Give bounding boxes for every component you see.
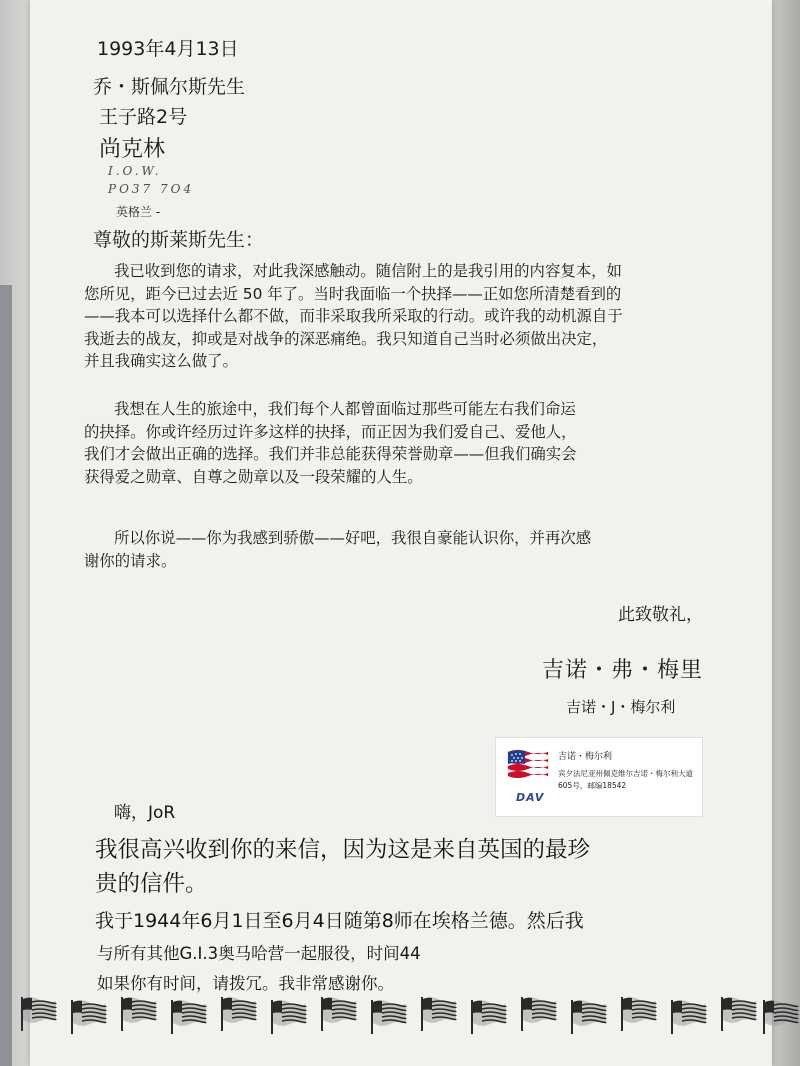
note-line-4: 与所有其他G.I.3奥马哈营一起服役，时间44 — [97, 944, 421, 963]
note-line-1: 我很高兴收到你的来信，因为这是来自英国的最珍 — [95, 837, 591, 863]
body-paragraph-3 — [84, 527, 734, 572]
note-greeting: 嗨，JoR — [114, 803, 176, 823]
paragraph-line: 并且我确实这么做了。 — [84, 352, 238, 370]
flag-stamp-icon — [368, 996, 408, 1036]
label-logo-text: DAV — [516, 791, 545, 804]
flag-stamp-icon — [68, 996, 108, 1036]
recipient-name: 乔・斯佩尔斯先生 — [93, 76, 246, 98]
paragraph-line: 获得爱之勋章、自尊之勋章以及一段荣耀的人生。 — [84, 467, 423, 486]
paragraph-line: 我已收到您的请求，对此我深感触动。随信附上的是我引用的内容复本，如 — [114, 262, 622, 280]
paragraph-line: ——我本可以选择什么都不做，而非采取我所采取的行动。或许我的动机源自于 — [84, 307, 623, 325]
flag-stamp-icon — [218, 993, 258, 1033]
recipient-handwritten-line-1: I.O.W. — [108, 164, 162, 178]
paragraph-line: 谢你的请求。 — [84, 551, 177, 570]
signature: 吉诺・弗・梅里 — [542, 658, 704, 683]
salutation: 尊敬的斯莱斯先生： — [93, 229, 265, 251]
body-paragraph-1 — [84, 260, 734, 373]
typed-name: 吉诺・J・梅尔利 — [566, 698, 676, 716]
flag-stamp-icon — [318, 993, 358, 1033]
flag-stamp-icon — [468, 996, 508, 1036]
desk-background-right — [772, 0, 800, 1066]
flag-stamp-icon — [168, 996, 208, 1036]
recipient-street: 王子路2号 — [99, 106, 188, 128]
flag-stamp-icon — [618, 993, 658, 1033]
note-line-5: 如果你有时间，请拨冗。我非常感谢你。 — [97, 974, 394, 993]
flag-stamp-icon — [718, 993, 758, 1033]
flag-stamp-icon — [268, 996, 308, 1036]
note-line-2: 贵的信件。 — [95, 871, 208, 897]
closing: 此致敬礼， — [618, 605, 703, 625]
recipient-handwritten-line-2: PO37 7O4 — [108, 182, 195, 196]
flag-stamp-icon — [518, 993, 558, 1033]
flag-stamp-icon — [18, 993, 58, 1033]
recipient-country: 英格兰 - — [116, 205, 161, 219]
label-sender-name: 吉诺・梅尔利 — [558, 752, 613, 762]
desk-edge-bar — [0, 285, 12, 1066]
letter-date: 1993年4月13日 — [97, 38, 239, 60]
flag-stamp-icon — [418, 993, 458, 1033]
flag-stamp-icon — [760, 996, 800, 1036]
paragraph-line: 所以你说——你为我感到骄傲——好吧，我很自豪能认识你，并再次感 — [114, 529, 592, 547]
address-label — [495, 737, 703, 817]
paragraph-line: 我们才会做出正确的选择。我们并非总能获得荣誉勋章——但我们确实会 — [84, 445, 577, 463]
paragraph-line: 的抉择。你或许经历过许多这样的抉择，而正因为我们爱自己、爱他人， — [84, 422, 577, 441]
paragraph-line: 您所见，距今已过去近 50 年了。当时我面临一个抉择——正如您所清楚看到的 — [84, 284, 622, 303]
flag-stamp-icon — [118, 993, 158, 1033]
label-sender-address: 宾夕法尼亚州佩克维尔吉诺・梅尔利大道605号，邮编18542 — [558, 769, 693, 790]
note-line-3: 我于1944年6月1日至6月4日随第8师在埃格兰德。然后我 — [95, 910, 584, 932]
flag-stamp-border — [0, 993, 800, 1043]
paragraph-line: 我想在人生的旅途中，我们每个人都曾面临过那些可能左右我们命运 — [114, 400, 576, 418]
letter-page — [30, 0, 772, 1066]
body-paragraph-2 — [84, 398, 734, 488]
flag-stamp-icon — [668, 996, 708, 1036]
recipient-city: 尚克林 — [99, 137, 166, 162]
flag-stamp-icon — [568, 996, 608, 1036]
us-flag-icon — [506, 746, 550, 782]
paragraph-line: 我逝去的战友，抑或是对战争的深恶痛绝。我只知道自己当时必须做出决定， — [84, 329, 608, 348]
